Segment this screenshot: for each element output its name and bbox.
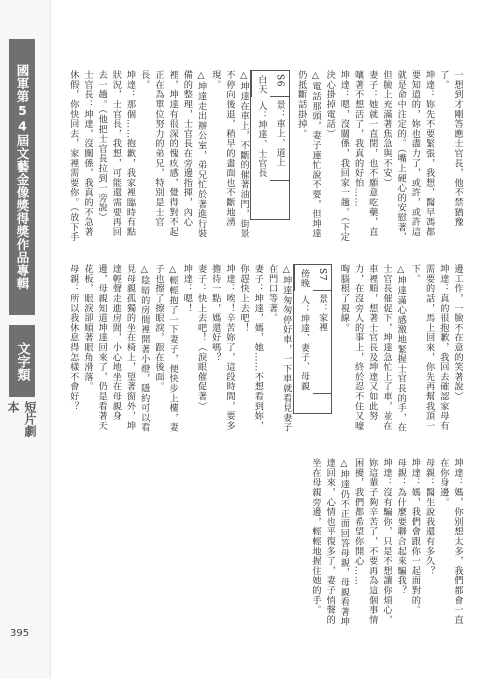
script-line: 妻子：她就一直閉，也不願意吃藥，直嚷著不想活了，我真的好怕…… bbox=[352, 70, 378, 237]
scene-number: S7 bbox=[313, 265, 331, 291]
scene-cast: 人：坤達、妻子、母親 bbox=[298, 295, 309, 392]
script-line: 妻子：坤達，媽，她……不想看到妳，你趕快上去吧！ bbox=[238, 264, 264, 431]
script-line: △輕輕抱了一下妻子，便快步上樓，妻子也擦了擦眼淚，跟在後面。 bbox=[152, 264, 179, 433]
script-line: 坤達：媽，我們會跟你一起面對的。 bbox=[409, 458, 421, 615]
scene-meta bbox=[294, 265, 331, 291]
page-number: 395 bbox=[10, 628, 30, 639]
sidebar bbox=[0, 0, 51, 679]
script-line: 坤達：嗯，沒關係，我回家一趟。（下定決心掛掉電話） bbox=[324, 70, 350, 242]
subcategory-label: 短片劇本 bbox=[6, 401, 37, 437]
script-line: △坤達滿心感激地緊握士官長的手，在士官長催促下，坤達急忙上了車，並在車裡順，想著士官長及坤達又如此努力，在沒旁人的事上，終於忍不住又嚎啕腦根了視線。 bbox=[338, 264, 407, 433]
script-line: 坤達：真的很抱歉，我回去確認家母有需要的話，馬上回來，你先再幫我頂一下。 bbox=[409, 264, 449, 431]
script-line: 一想到才剛答應士官長，他不禁猶豫了。 bbox=[437, 70, 463, 227]
scene-heading-s6 bbox=[250, 70, 289, 220]
script-line: 坤達：妳先不要緊張，我想，醫早馮都要知道的，妳也盡力了，或許，或許這就是命中注定的。（嘴上硬心的安慰著，但臉上充滿著焦急與不安） bbox=[380, 70, 435, 242]
script-line: 士官長：坤達，沒關係，我真的不急著休假，你快回去，家裡需要你。（放下手邊工作，一臉不在意的笑著說） bbox=[67, 70, 463, 402]
scene-number: S6 bbox=[270, 71, 288, 97]
script-line: 母親：所以我休息得怎樣不會好？ bbox=[67, 264, 79, 411]
script-line: △坤達仍不正面回答母親，母親看著坤達回來，心情也平復多了，妻子悄聲的坐在母親旁邊，輕輕地握住她的手。 bbox=[309, 458, 350, 627]
script-line: 坤達：沒有騙你，只是不想讓你煩心，妳這輩子夠辛苦了，不要再為這個事情困擾，我們都希望你開心…… bbox=[352, 458, 392, 625]
script-line: 母親：醫生說我還有多久？ bbox=[423, 458, 435, 576]
scene-details bbox=[294, 291, 331, 394]
script-line: △坤達在車上，不斷的催著油門，街景不停向後退，稍早的畫面也不斷地湧現。 bbox=[209, 70, 250, 239]
script-body bbox=[62, 70, 464, 630]
script-line: △陰暗的房間裡開著小燈，隱約可以看見母親孤獨的坐在椅上，望著窗外，坤達輕聲走進房間，小心地坐在母親身邊，母親知道坤達回來了，仍是看著天花板，眼淚卻順著眼角滑落。 bbox=[81, 264, 150, 433]
script-line: 母親：為什麼要聯合起來騙我？ bbox=[395, 458, 407, 596]
script-line: 妻子：快上去吧！（淚眼催促著） bbox=[195, 264, 207, 411]
script-line: 坤達：唉！辛苦妳了，這段時間，要多擔待一點，媽還好嗎？ bbox=[209, 264, 235, 431]
scene-place: 景：家裡 bbox=[313, 291, 331, 394]
scene-heading-s7 bbox=[293, 264, 332, 414]
scene-time: 白天 bbox=[256, 75, 267, 95]
scene-meta bbox=[251, 71, 288, 97]
script-line: 坤達：那個……抱歉，我家裡臨時有點狀況，士官長，我想，可能還需要再回去一趟。（他把士官長拉到一旁說） bbox=[96, 70, 136, 237]
scene-place: 景：車上、道上 bbox=[270, 97, 288, 181]
script-line: △坤達匆匆停好車，一下車就看見妻子在門口等著。 bbox=[266, 264, 292, 433]
script-line: 坤達：媽，你別想太多，我們都會一直在你身邊。 bbox=[437, 458, 463, 625]
scene-time: 傍晚 bbox=[298, 269, 309, 289]
category-label: 文字類 bbox=[9, 325, 35, 397]
scene-cast: 人：坤達、士官長 bbox=[256, 101, 267, 179]
scene-details bbox=[251, 97, 288, 181]
script-line: 坤達：嗯！ bbox=[181, 264, 193, 313]
script-line: △坤達走出辦公室，弟兄忙於著進行裝備的整理，士官長在旁邊指揮，內心裡，坤達有很深的愧疚感，覺得對不起正在為單位努力的弟兄，特別是士官長。 bbox=[138, 70, 207, 239]
script-line: △電話那頭，妻子連忙說不要，但坤達仍抵斷話掛掉。 bbox=[295, 70, 321, 239]
publication-title: 國軍第54屆文藝金像獎得獎作品專輯 bbox=[9, 39, 35, 315]
